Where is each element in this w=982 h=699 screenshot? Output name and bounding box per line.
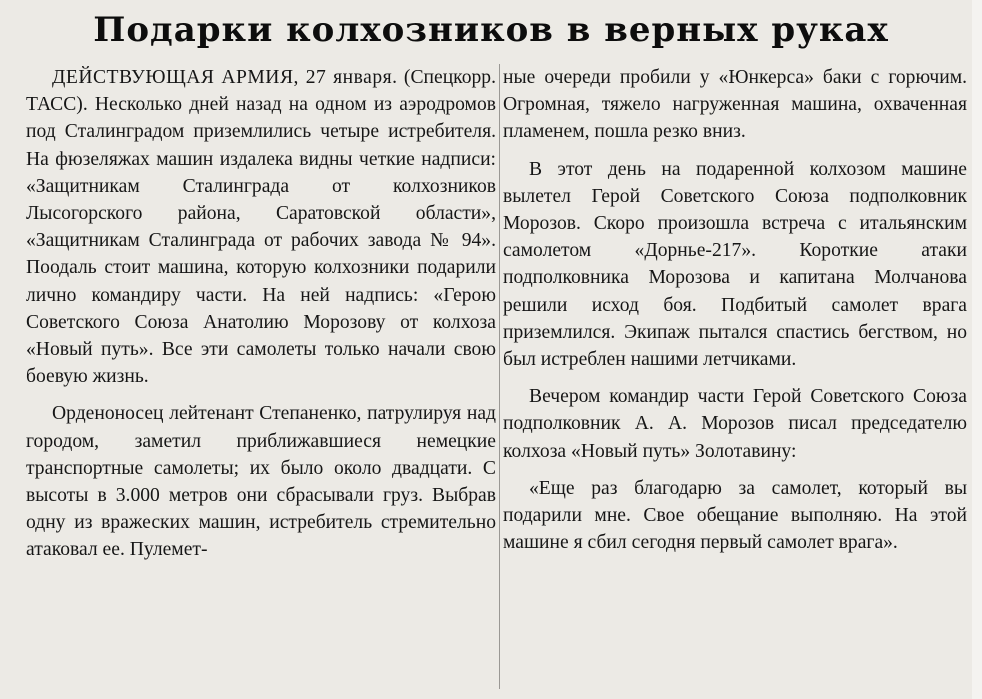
article-paragraph-2: Орденоносец лейтенант Степаненко, патрулируя над городом, заметил приближавшиеся немецкие транспортные самолеты; их было около двадцати. С высоты в 3.000 метров они сбрасывали груз. Выбрав одну из вражеских машин, истребитель стремительно атаковал ее. Пулемет-: [26, 403, 496, 561]
article-right-column: [503, 64, 967, 556]
dateline: ДЕЙСТВУЮЩАЯ АРМИЯ, 27 января.: [52, 67, 398, 88]
article-quote-paragraph: «Еще раз благодарю за самолет, который вы подарили мне. Свое обещание выполняю. На этой машине я сбил сегодня первый самолет врага».: [503, 477, 967, 554]
article-left-column: [26, 64, 496, 564]
article-paragraph-4: Вечером командир части Герой Советского Союза подполковник А. А. Морозов писал председателю колхоза «Новый путь» Золотавину:: [503, 386, 967, 462]
article-paragraph-1: [26, 64, 496, 390]
article-paragraph-2-continued: ные очереди пробили у «Юнкерса» баки с горючим. Огромная, тяжело нагруженная машина, охваченная пламенем, пошла резко вниз.: [503, 67, 967, 143]
paragraph-1-text: (Спецкорр. ТАСС). Несколько дней назад на одном из аэродромов под Сталинградом приземлились четыре истребителя. На фюзеляжах машин издалека видны четкие надписи: «Защитникам Сталинграда от колхозников Лысогорского района, Саратовской области», «Защитникам Сталинграда от рабочих завода № 94». Поодаль стоит машина, которую колхозники подарили лично командиру части. На ней надпись: «Герою Советского Союза Анатолию Морозову от колхоза «Новый путь». Все эти самолеты только начали свою боевую жизнь.: [26, 67, 496, 388]
column-divider: [499, 64, 500, 689]
article-paragraph-3: В этот день на подаренной колхозом машине вылетел Герой Советского Союза подполковник Морозов. Скоро произошла встреча с итальянским самолетом «Дорнье-217». Короткие атаки подполковника Морозова и капитана Молчанова решили исход боя. Подбитый самолет врага приземлился. Экипаж пытался спастись бегством, но был истреблен нашими летчиками.: [503, 158, 967, 371]
page-margin: [972, 0, 982, 699]
article-headline: Подарки колхозников в верных руках: [93, 10, 889, 50]
